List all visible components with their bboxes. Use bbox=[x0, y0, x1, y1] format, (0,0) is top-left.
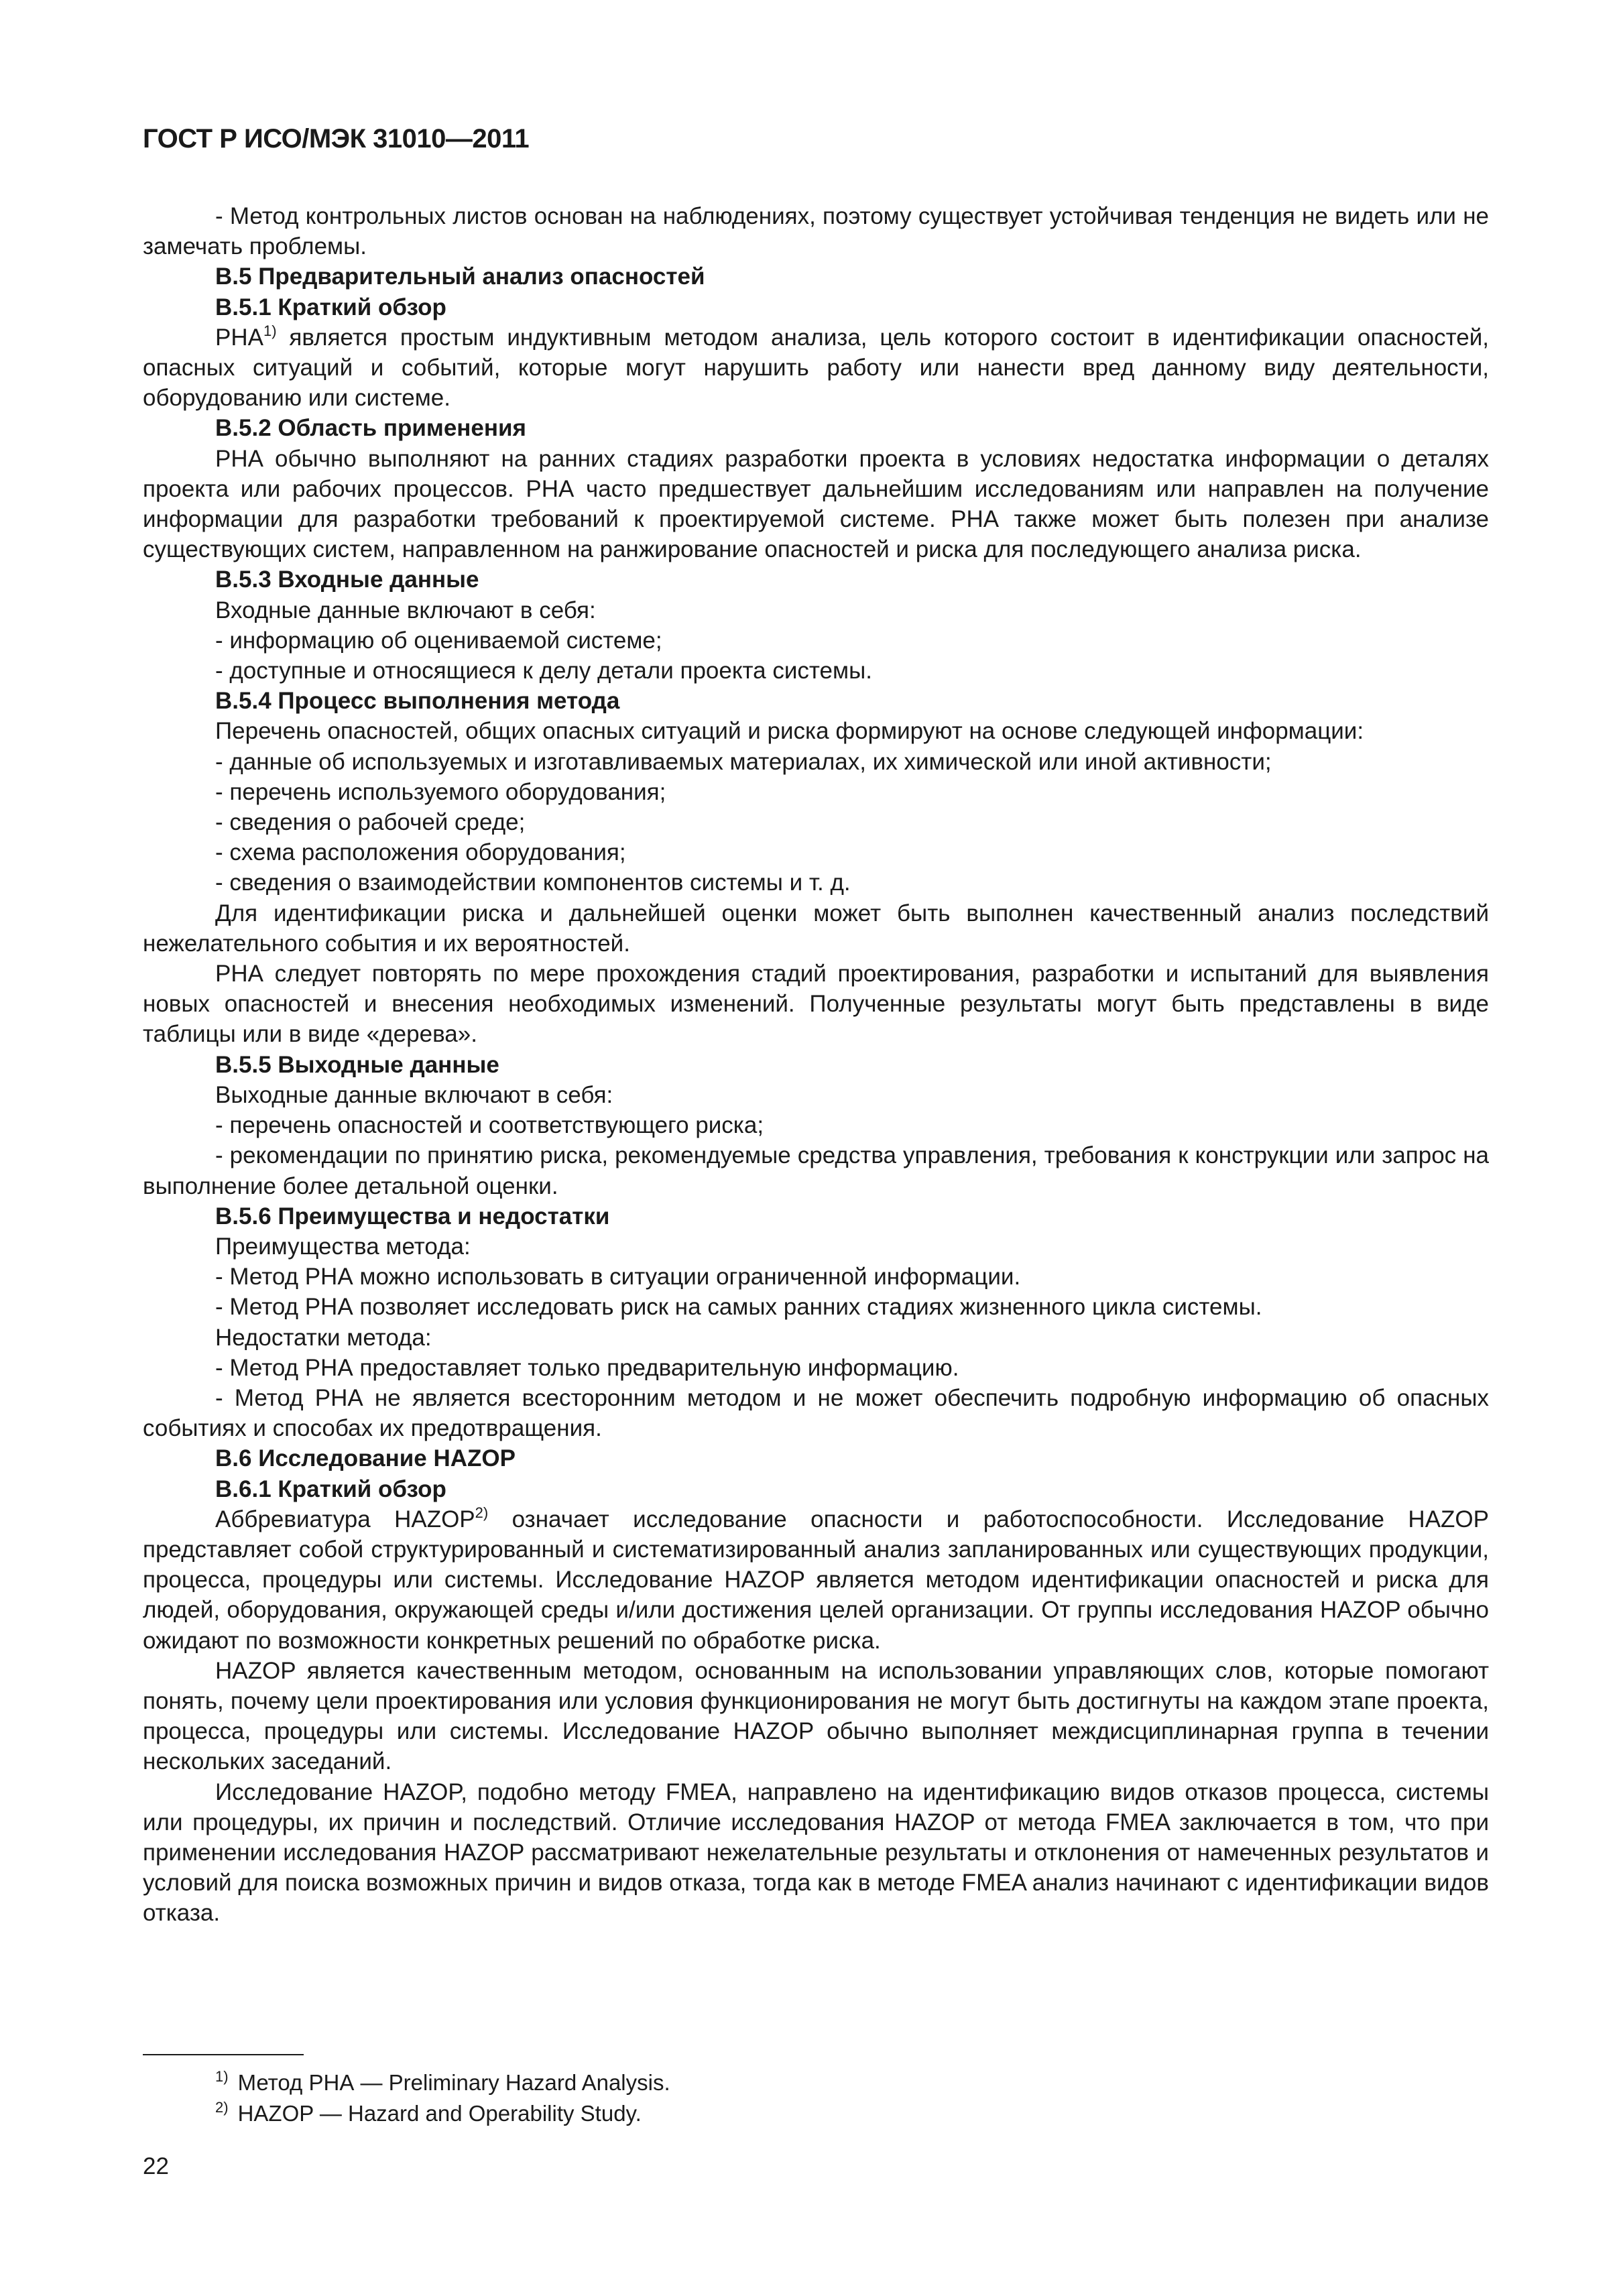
paragraph: Для идентификации риска и дальнейшей оценки может быть выполнен качественный анализ последствий нежелательного события и их вероятностей. bbox=[143, 900, 1489, 957]
paragraph: РНА обычно выполняют на ранних стадиях разработки проекта в условиях недостатка информации о деталях проекта или рабочих процессов. РНА часто предшествует дальнейшим исследованиям или направлен на получение информации для разработки требований к проектируемой системе. РНА также может быть полезен при анализе существующих систем, направленном на ранжирование опасностей и риска для последующего анализа риска. bbox=[143, 445, 1489, 563]
list-item: - перечень опасностей и соответствующего риска; bbox=[215, 1112, 764, 1139]
footnote-divider bbox=[143, 2054, 304, 2055]
paragraph: Аббревиатура HAZOP$^{2)}$ означает исследование опасности и работоспособности. Исследование HAZOP представляет собой структурированный и систематизированный анализ запланированных или существующих продукции, процесса, процедуры или системы. Исследование HAZOP является методом идентификации опасностей и риска для людей, оборудования, окружающей среды и/или достижения целей организации. От группы исследования HAZOP обычно ожидают по возможности конкретных решений по обработке риска. bbox=[143, 1504, 1489, 1654]
document-body bbox=[143, 201, 1489, 1929]
list-item: - данные об используемых и изготавливаемых материалах, их химической или иной активности; bbox=[215, 748, 1272, 775]
section-heading: В.6 Исследование HAZOP bbox=[215, 1445, 516, 1472]
paragraph: Недостатки метода: bbox=[215, 1324, 432, 1351]
footnote-ref: 1) bbox=[263, 322, 277, 339]
footnote-mark: 1) bbox=[215, 2068, 229, 2085]
subsection-heading: В.5.6 Преимущества и недостатки bbox=[215, 1203, 610, 1229]
list-item: - Метод РНА не является всесторонним методом и не может обеспечить подробную информацию об опасных событиях и способах их предотвращения. bbox=[143, 1384, 1489, 1442]
footnote bbox=[215, 2098, 670, 2129]
subsection-heading: В.6.1 Краткий обзор bbox=[215, 1475, 446, 1502]
paragraph: Выходные данные включают в себя: bbox=[215, 1081, 613, 1108]
section-heading: В.5 Предварительный анализ опасностей bbox=[215, 263, 705, 290]
list-item: - схема расположения оборудования; bbox=[215, 839, 626, 866]
subsection-heading: В.5.3 Входные данные bbox=[215, 566, 479, 593]
paragraph: РНА следует повторять по мере прохождения стадий проектирования, разработки и испытаний для выявления новых опасностей и внесения необходимых изменений. Полученные результаты могут быть представлены в виде таблицы или в виде «дерева». bbox=[143, 961, 1489, 1048]
document-header: ГОСТ Р ИСО/МЭК 31010—2011 bbox=[143, 124, 530, 154]
list-item: - перечень используемого оборудования; bbox=[215, 778, 666, 805]
footnote-ref: 2) bbox=[475, 1504, 489, 1521]
list-item: - информацию об оцениваемой системе; bbox=[215, 627, 662, 654]
subsection-heading: В.5.2 Область применения bbox=[215, 415, 526, 442]
footnotes bbox=[215, 2067, 670, 2129]
paragraph: - Метод контрольных листов основан на наблюдениях, поэтому существует устойчивая тенденция не видеть или не замечать проблемы. bbox=[143, 203, 1489, 260]
paragraph: Входные данные включают в себя: bbox=[215, 597, 596, 623]
footnote-text: Метод РНА — Preliminary Hazard Analysis. bbox=[237, 2070, 670, 2095]
page-number: 22 bbox=[143, 2153, 169, 2179]
list-item: - сведения о рабочей среде; bbox=[215, 809, 526, 836]
list-item: - Метод РНА предоставляет только предварительную информацию. bbox=[215, 1354, 959, 1381]
list-item: - доступные и относящиеся к делу детали проекта системы. bbox=[215, 658, 872, 684]
paragraph: РНА$^{1)}$ является простым индуктивным методом анализа, цель которого состоит в идентификации опасностей, опасных ситуаций и событий, которые могут нарушить работу или нанести вред данному виду деятельности, оборудованию или системе. bbox=[143, 322, 1489, 412]
list-item: - Метод РНА можно использовать в ситуации ограниченной информации. bbox=[215, 1264, 1021, 1290]
paragraph: Преимущества метода: bbox=[215, 1233, 471, 1260]
subsection-heading: В.5.1 Краткий обзор bbox=[215, 294, 446, 320]
paragraph: Перечень опасностей, общих опасных ситуаций и риска формируют на основе следующей информации: bbox=[215, 718, 1364, 745]
list-item: - рекомендации по принятию риска, рекомендуемые средства управления, требования к конструкции или запрос на выполнение более детальной оценки. bbox=[143, 1142, 1489, 1199]
subsection-heading: В.5.4 Процесс выполнения метода bbox=[215, 688, 620, 715]
subsection-heading: В.5.5 Выходные данные bbox=[215, 1051, 499, 1078]
footnote bbox=[215, 2067, 670, 2098]
list-item: - сведения о взаимодействии компонентов системы и т. д. bbox=[215, 869, 851, 896]
footnote-text: HAZOP — Hazard and Operability Study. bbox=[237, 2101, 642, 2126]
footnote-mark: 2) bbox=[215, 2099, 229, 2116]
paragraph: Исследование HAZOP, подобно методу FMEA, направлено на идентификацию видов отказов процесса, системы или процедуры, их причин и последствий. Отличие исследования HAZOP от метода FMEA заключается в том, что при применении исследования HAZOP рассматривают нежелательные результаты и отклонения от намеченных результатов и условий для поиска возможных причин и видов отказа, тогда как в методе FMEA анализ начинают с идентификации видов отказа. bbox=[143, 1778, 1489, 1927]
list-item: - Метод РНА позволяет исследовать риск на самых ранних стадиях жизненного цикла системы. bbox=[215, 1294, 1262, 1321]
paragraph: HAZOP является качественным методом, основанным на использовании управляющих слов, которые помогают понять, почему цели проектирования или условия функционирования не могут быть достигнуты на каждом этапе проекта, процесса, процедуры или системы. Исследование HAZOP обычно выполняет междисциплинарная группа в течении нескольких заседаний. bbox=[143, 1657, 1489, 1775]
